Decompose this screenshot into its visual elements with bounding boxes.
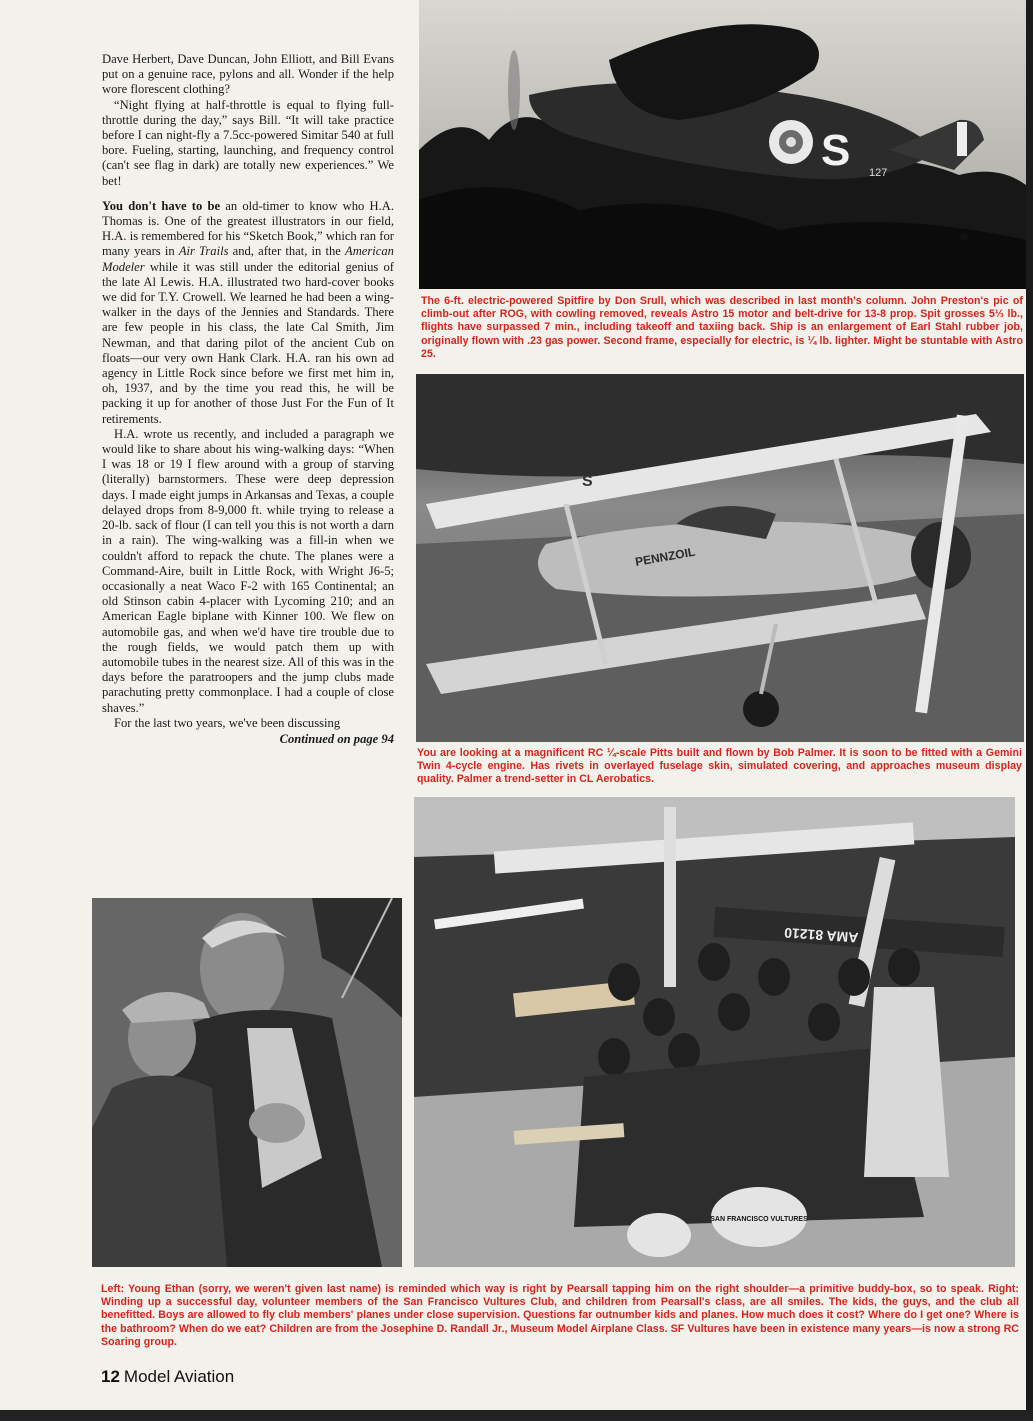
page-edge-bottom <box>0 1410 1033 1421</box>
sf-vultures-group-photo <box>414 797 1015 1267</box>
article-paragraph-2: “Night flying at half-throttle is equal to flying full-throttle during the day,” says Bill. “It will take practice before I can night-fly a 7.5cc-powered Simitar 540 at full bore. Fueling, starting, launching, and frequency control (can't see flag in dark) are totally new experiences.” We bet! <box>102 97 394 188</box>
spitfire-serial: 127 <box>869 167 888 179</box>
page-number: 12 <box>101 1367 120 1386</box>
pitts-caption: You are looking at a magnificent RC ¼-scale Pitts built and flown by Bob Palmer. It is soon to be fitted with a Gemini Twin 4-cycle engine. Has rivets in overlayed fuselage skin, simulated covering, and approaches museum display quality. Palmer a trend-setter in CL Aerobatics. <box>417 747 1022 786</box>
vultures-patch-text: SAN FRANCISCO VULTURES <box>710 1216 808 1223</box>
spitfire-caption: The 6-ft. electric-powered Spitfire by Don Srull, which was described in last month's column. John Preston's pic of climb-out after ROG, with cowling removed, reveals Astro 15 motor and belt-drive for 13-8 prop. Spit grosses 5⅓ lb., flights have surpassed 7 min., including takeoff and taxiing back. Ship is an enlargement of Earl Stahl rubber job, originally flown with .23 gas power. Second frame, especially for electric, is ¼ lb. lighter. Might be stuntable with Astro 25. <box>421 295 1023 360</box>
club-wing-banner: AMA 81210 <box>783 924 859 946</box>
ethan-pearsall-photo <box>92 898 402 1267</box>
article-paragraph-5: For the last two years, we've been discussing <box>114 715 341 730</box>
page-edge-right <box>1026 0 1033 1421</box>
spitfire-photo <box>419 0 1026 289</box>
article-paragraph-1: Dave Herbert, Dave Duncan, John Elliott, and Bill Evans put on a genuine race, pylons and all. Wonder if the help wore florescent clothing? <box>102 52 394 97</box>
continued-line: Continued on page 94 <box>279 731 394 746</box>
pitts-biplane-photo <box>416 374 1024 742</box>
pitts-fuselage-logo: PENNZOIL <box>634 544 697 569</box>
pitts-wing-marking: S <box>582 473 593 490</box>
article-paragraph-4: H.A. wrote us recently, and included a paragraph we would like to share about his wing-walking days: “When I was 18 or 19 I flew around with a group of starving (literally) barnstormers. These were deep depression days. I made eight jumps in Arkansas and Texas, a couple delayed drops from 8-9,000 ft. while trying to release a 20-lb. sack of flour (I can tell you this is not worth a darn in a rain). The wing-walking was a fill-in when we couldn't afford to repack the chute. The planes were a Command-Aire, built in Little Rock, with Wright J6-5; occasionally a neat Waco F-2 with 165 Continental; an old Stinson cabin 4-placer with Lycoming 210; and an American Eagle biplane with Kinner 100. We flew on automobile gas, and when we'd have tire trouble due to the rough fields, we would patch them up with automobile tubes in the nearest size. All of this was in the days before the paratroopers and the jump clubs made parachuting pretty commonplace. I had a couple of close shaves.” <box>102 426 394 715</box>
article-paragraph-3: You don't have to be an old-timer to know who H.A. Thomas is. One of the greatest illustrators in our field, H.A. is remembered for his “Sketch Book,” which ran for many years in Air Trails and, after that, in the American Modeler while it was still under the editorial genius of the late Al Lewis. H.A. illustrated two hard-cover books we did for T.Y. Crowell. We learned he had been a wing-walker in the days of the Jennies and Standards. There are few people in his class, the late Cal Smith, Jim Newman, and that daring pilot of the ancient Cub on floats—our very own Hank Clark. H.A. ran his own ad agency in Little Rock since before we first met him in, oh, 1937, and by the time you read this, he will be packing it up for another of those Just For the Fun of It retirements. <box>102 198 394 426</box>
article-column <box>102 52 394 747</box>
bottom-caption: Left: Young Ethan (sorry, we weren't given last name) is reminded which way is right by Pearsall tapping him on the right shoulder—a primitive buddy-box, so to speak. Right: Winding up a successful day, volunteer members of the San Francisco Vultures Club, and children from Pearsall's class, are all smiles. The kids, the guys, and the club all benefitted. Boys are allowed to fly club members' planes under close supervision. Questions far outnumber kids and planes. How much does it cost? Where do I get one? Where is the bathroom? When do we eat? Children are from the Josephine D. Randall Jr., Museum Model Airplane Class. SF Vultures have been in existence many years—is now a strong RC Soaring group. <box>101 1283 1019 1348</box>
page-folio <box>101 1367 234 1387</box>
run-in-lead: You don't have to be <box>102 198 221 213</box>
spitfire-code-letter: S <box>821 126 851 175</box>
magazine-title: Model Aviation <box>123 1367 235 1386</box>
